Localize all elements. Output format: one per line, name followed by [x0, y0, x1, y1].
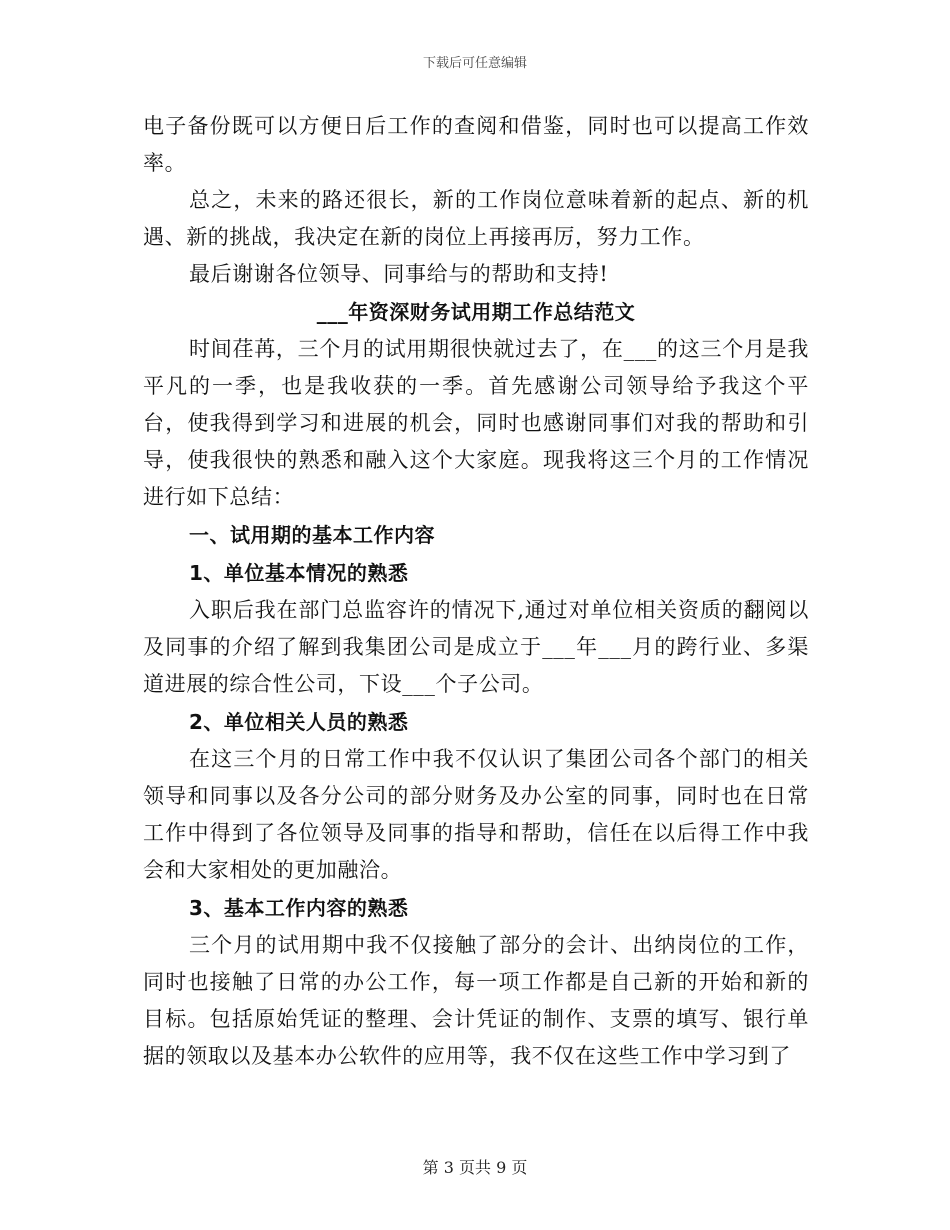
- heading-unit-situation: 1、单位基本情况的熟悉: [189, 561, 409, 585]
- paragraph-intro: 时间荏苒，三个月的试用期很快就过去了，在___的这三个月是我平凡的一季，也是我收获的一季。首先感谢公司领导给予我这个平台，使我得到学习和进展的机会，同时也感谢同事们对我的帮助和引导，使我很快的熟悉和融入这个大家庭。现我将这三个月的工作情况进行如下总结：: [143, 337, 809, 509]
- page-number: 第 3 页共 9 页: [422, 1158, 528, 1177]
- paragraph-unit-situation: 入职后我在部门总监容许的情况下,通过对单位相关资质的翻阅以及同事的介绍了解到我集团公司是成立于___年___月的跨行业、多渠道进展的综合性公司，下设___个子公司。: [143, 598, 809, 696]
- page-header: 下载后可任意编辑: [422, 56, 527, 71]
- paragraph-thanks: 最后谢谢各位领导、同事给与的帮助和支持!: [189, 262, 609, 286]
- paragraph-conclusion: 总之，未来的路还很长，新的工作岗位意味着新的起点、新的机遇、新的挑战，我决定在新的岗位上再接再厉，努力工作。: [143, 188, 809, 249]
- paragraph-work-content: 三个月的试用期中我不仅接触了部分的会计、出纳岗位的工作，同时也接触了日常的办公工作，每一项工作都是自己新的开始和新的目标。包括原始凭证的整理、会计凭证的制作、支票的填写、银行单据的领取以及基本办公软件的应用等，我不仅在这些工作中学习到了: [143, 933, 809, 1068]
- heading-basic-work: 一、试用期的基本工作内容: [189, 523, 435, 547]
- document-body: [143, 108, 809, 1075]
- section-title: ___年资深财务试用期工作总结范文: [316, 300, 636, 324]
- heading-related-staff: 2、单位相关人员的熟悉: [189, 710, 409, 734]
- heading-work-content: 3、基本工作内容的熟悉: [189, 896, 409, 920]
- paragraph-related-staff: 在这三个月的日常工作中我不仅认识了集团公司各个部门的相关领导和同事以及各分公司的部分财务及办公室的同事，同时也在日常工作中得到了各位领导及同事的指导和帮助，信任在以后得工作中我会和大家相处的更加融洽。: [143, 747, 809, 882]
- paragraph-backup: 电子备份既可以方便日后工作的查阅和借鉴，同时也可以提高工作效率。: [143, 114, 809, 175]
